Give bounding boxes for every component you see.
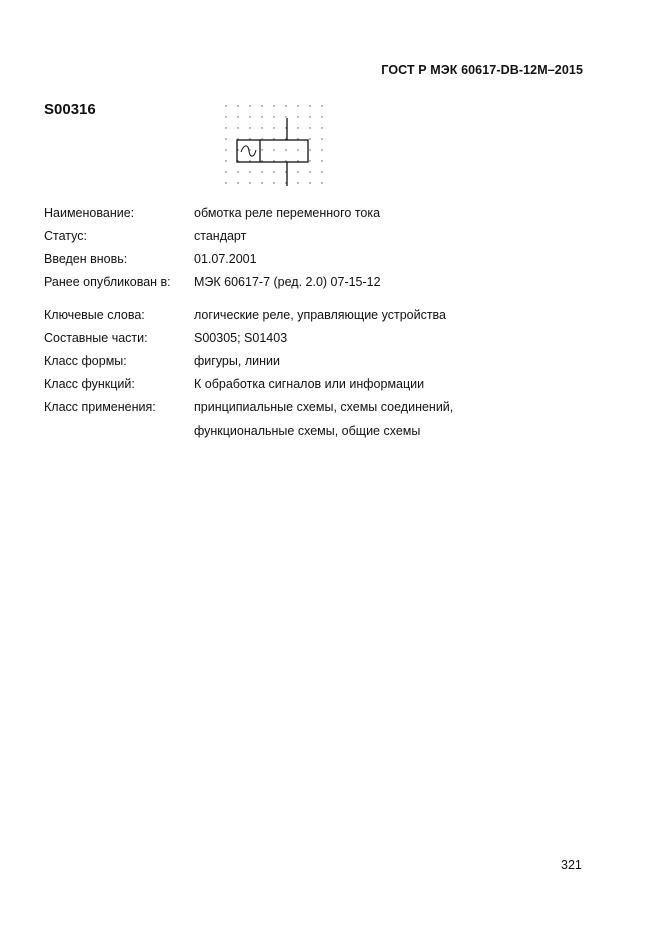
field-value: фигуры, линии [194, 354, 280, 368]
field-label: Введен вновь: [44, 252, 128, 266]
field-value: МЭК 60617-7 (ред. 2.0) 07-15-12 [194, 275, 381, 289]
field-value: функциональные схемы, общие схемы [194, 424, 421, 438]
field-value: К обработка сигналов или информации [194, 377, 425, 391]
field-value: принципиальные схемы, схемы соединений, [194, 400, 454, 414]
field-label: Статус: [44, 229, 87, 243]
field-label: Ранее опубликован в: [44, 275, 171, 289]
field-label: Ключевые слова: [44, 308, 145, 322]
ac-relay-coil-symbol-icon [218, 100, 328, 190]
field-value: S00305; S01403 [194, 331, 288, 345]
field-label: Составные части: [44, 331, 148, 345]
field-value: обмотка реле переменного тока [194, 206, 381, 220]
symbol-code: S00316 [44, 101, 96, 118]
field-label: Класс формы: [44, 354, 127, 368]
page-number: 321 [561, 858, 582, 872]
field-value: 01.07.2001 [194, 252, 257, 266]
field-value: логические реле, управляющие устройства [194, 308, 447, 322]
document-header: ГОСТ Р МЭК 60617-DB-12M–2015 [381, 63, 583, 77]
field-label: Класс применения: [44, 400, 156, 414]
field-label: Класс функций: [44, 377, 135, 391]
field-value: стандарт [194, 229, 247, 243]
field-label: Наименование: [44, 206, 135, 220]
